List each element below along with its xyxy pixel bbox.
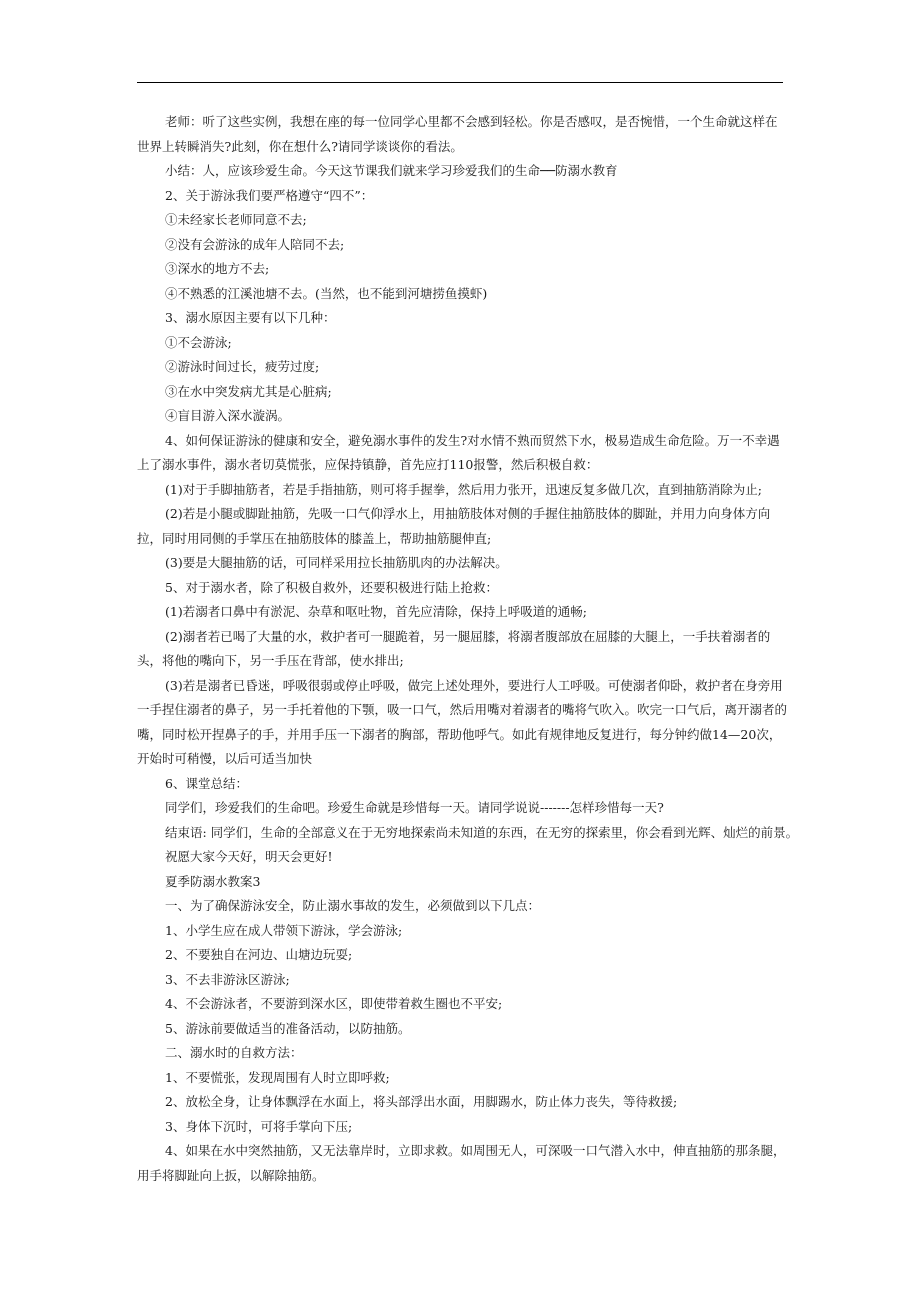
paragraph: ①不会游泳; <box>165 334 232 350</box>
paragraph: ②游泳时间过长，疲劳过度; <box>165 359 320 374</box>
paragraph: (1)若溺者口鼻中有淤泥、杂草和呕吐物，首先应清除，保持上呼吸道的通畅; <box>165 604 587 619</box>
paragraph: 4、如何保证游泳的健康和安全，避免溺水事件的发生?对水情不熟而贸然下水，极易造成生命危险。万一不幸遇上了溺水事件，溺水者切莫慌张，应保持镇静，首先应打110报警，然后积极自救： <box>137 432 780 472</box>
paragraph: 3、身体下沉时，可将手掌向下压; <box>165 1118 353 1134</box>
paragraph: 4、不会游泳者，不要游到深水区，即使带着救生圈也不平安; <box>165 996 503 1011</box>
paragraph: 4、如果在水中突然抽筋，又无法靠岸时，立即求救。如周围无人，可深吸一口气潜入水中，伸直抽筋的那条腿，用手将脚趾向上扳，以解除抽筋。 <box>137 1143 786 1183</box>
paragraph: 结束语: 同学们，生命的全部意义在于无穷地探索尚未知道的东西，在无穷的探索里，你会看到光辉、灿烂的前景。 <box>165 824 799 840</box>
document-body <box>137 110 799 1188</box>
paragraph: (3)要是大腿抽筋的话，可同样采用拉长抽筋肌肉的办法解决。 <box>165 555 508 570</box>
paragraph: 3、溺水原因主要有以下几种： <box>165 310 336 325</box>
paragraph: ③在水中突发病尤其是心脏病; <box>165 383 332 399</box>
paragraph: 5、游泳前要做适当的准备活动，以防抽筋。 <box>165 1020 411 1036</box>
paragraph: ④不熟悉的江溪池塘不去。(当然，也不能到河塘捞鱼摸虾) <box>165 285 488 301</box>
paragraph: 5、对于溺水者，除了积极自救外，还要积极进行陆上抢救： <box>165 579 498 595</box>
paragraph: 夏季防溺水教案3 <box>165 873 261 889</box>
paragraph: 3、不去非游泳区游泳; <box>165 971 290 987</box>
paragraph: 二、溺水时的自救方法： <box>165 1045 303 1060</box>
paragraph: 1、不要慌张，发现周围有人时立即呼救; <box>165 1069 390 1085</box>
header-rule <box>137 82 783 83</box>
paragraph: ③深水的地方不去; <box>165 261 270 276</box>
paragraph: 一、为了确保游泳安全，防止溺水事故的发生，必须做到以下几点： <box>165 898 541 913</box>
paragraph: ①未经家长老师同意不去; <box>165 212 307 227</box>
paragraph: 2、关于游泳我们要严格遵守“四不”： <box>165 187 374 203</box>
paragraph: 2、放松全身，让身体飘浮在水面上，将头部浮出水面，用脚踢水，防止体力丧失，等待救援; <box>165 1094 678 1109</box>
paragraph: 小结：人，应该珍爱生命。今天这节课我们就来学习珍爱我们的生命──防溺水教育 <box>165 163 618 178</box>
paragraph: (1)对于手脚抽筋者，若是手指抽筋，则可将手握拳，然后用力张开，迅速反复多做几次，直到抽筋消除为止; <box>165 481 762 497</box>
paragraph: 祝愿大家今天好，明天会更好! <box>165 849 333 864</box>
paragraph: 同学们，珍爱我们的生命吧。珍爱生命就是珍惜每一天。请同学说说-------怎样珍惜每一天? <box>165 800 664 815</box>
paragraph: 6、课堂总结： <box>165 775 248 791</box>
paragraph: ④盲目游入深水漩涡。 <box>165 408 291 423</box>
paragraph: (2)溺者若已喝了大量的水，救护者可一腿跪着，另一腿屈膝，将溺者腹部放在屈膝的大腿上，一手扶着溺者的头，将他的嘴向下，另一手压在背部，使水排出; <box>137 628 771 668</box>
paragraph: 2、不要独自在河边、山塘边玩耍; <box>165 947 353 962</box>
paragraph: ②没有会游泳的成年人陪同不去; <box>165 236 345 252</box>
paragraph: (3)若是溺者已昏迷，呼吸很弱或停止呼吸，做完上述处理外，要进行人工呼吸。可使溺者仰卧，救护者在身旁用一手捏住溺者的鼻子，另一手托着他的下颚，吸一口气，然后用嘴对着溺者的嘴将气吹入。吹完一口气后，离开溺者的嘴，同时松开捏鼻子的手，并用手压一下溺者的胸部，帮助他呼气。如此有规律地反复进行，每分钟约做14—20次，开始时可稍慢，以后可适当加快 <box>137 677 788 766</box>
paragraph: 老师：听了这些实例，我想在座的每一位同学心里都不会感到轻松。你是否感叹，是否惋惜，一个生命就这样在世界上转瞬消失?此刻，你在想什么?请同学谈谈你的看法。 <box>137 114 778 154</box>
paragraph: 1、小学生应在成人带领下游泳，学会游泳; <box>165 922 403 938</box>
paragraph: (2)若是小腿或脚趾抽筋，先吸一口气仰浮水上，用抽筋肢体对侧的手握住抽筋肢体的脚趾，并用力向身体方向拉，同时用同侧的手掌压在抽筋肢体的膝盖上，帮助抽筋腿伸直; <box>137 506 771 546</box>
